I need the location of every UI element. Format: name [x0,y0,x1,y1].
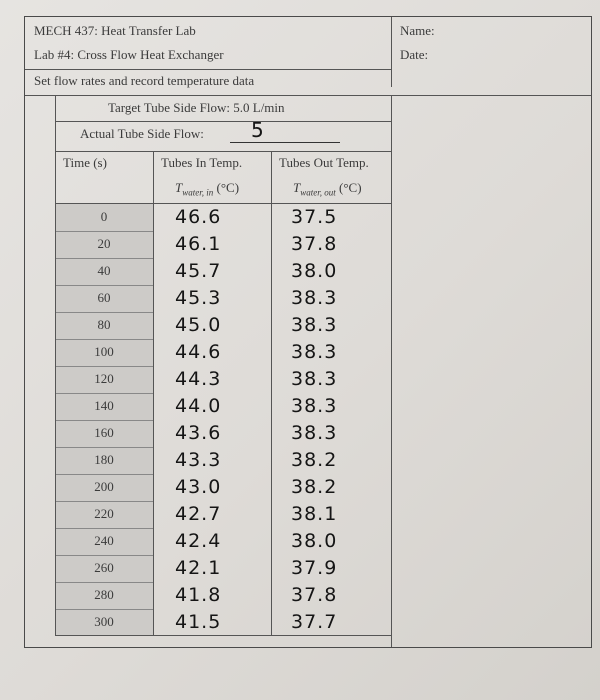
row-rule [56,339,153,340]
tubes-in-temp-cell: 42.1 [175,557,222,579]
target-flow-rule [55,121,391,122]
tin-unit: (°C) [216,180,240,195]
tubes-in-temp-cell: 42.7 [175,503,222,525]
row-rule [56,582,153,583]
tubes-in-temp-cell: 46.6 [175,206,222,228]
row-rule [56,258,153,259]
tubes-in-temp-cell: 44.0 [175,395,222,417]
row-rule [56,312,153,313]
col-symbol-tubes-out [293,180,362,198]
tubes-in-temp-cell: 45.7 [175,260,222,282]
table-bottom-rule [55,635,391,636]
time-cell: 20 [97,236,111,251]
tubes-out-temp-cell: 37.8 [291,233,338,255]
time-cell: 60 [97,290,111,305]
time-cell: 160 [94,425,114,440]
row-rule [56,231,153,232]
course-title: MECH 437: Heat Transfer Lab [34,23,196,38]
tubes-out-temp-cell: 37.8 [291,584,338,606]
right-margin-line [391,95,392,647]
header-divider [391,17,392,87]
tubes-in-temp-cell: 41.5 [175,611,222,633]
tubes-out-temp-cell: 38.0 [291,530,338,552]
time-cell: 260 [94,560,114,575]
tubes-in-temp-cell: 43.3 [175,449,222,471]
actual-flow-label: Actual Tube Side Flow: [80,126,204,141]
time-cell: 140 [94,398,114,413]
tubes-out-temp-cell: 37.9 [291,557,338,579]
tubes-out-temp-cell: 38.3 [291,368,338,390]
tubes-in-temp-cell: 41.8 [175,584,222,606]
row-rule [56,474,153,475]
time-cell: 120 [94,371,114,386]
table-top-rule [55,151,391,152]
tubes-in-temp-cell: 44.3 [175,368,222,390]
time-cell: 40 [97,263,111,278]
tin-symbol: T [175,180,183,195]
time-cell: 100 [94,344,114,359]
tubes-out-temp-cell: 38.2 [291,449,338,471]
tubes-in-temp-cell: 43.0 [175,476,222,498]
name-label: Name: [400,23,435,38]
tubes-in-temp-cell: 46.1 [175,233,222,255]
date-label: Date: [400,47,429,62]
tout-subscript: water, out [300,187,336,198]
tout-unit: (°C) [339,180,362,195]
tubes-in-temp-cell: 42.4 [175,530,222,552]
tubes-out-temp-cell: 37.5 [291,206,338,228]
row-rule [56,555,153,556]
tubes-out-temp-cell: 38.0 [291,260,338,282]
actual-flow-underline [230,142,340,143]
tin-subscript: water, in [182,187,214,198]
time-cell: 280 [94,587,114,602]
tubes-out-temp-cell: 38.1 [291,503,338,525]
time-cell: 80 [97,317,111,332]
time-cell: 200 [94,479,114,494]
row-rule [56,420,153,421]
time-cell: 180 [94,452,114,467]
row-rule [56,528,153,529]
col-header-time: Time (s) [63,155,107,170]
flow-left-line [55,95,56,151]
tubes-out-temp-cell: 38.3 [291,287,338,309]
tubes-out-temp-cell: 38.3 [291,395,338,417]
tubes-out-temp-cell: 38.3 [291,422,338,444]
tubes-out-temp-cell: 37.7 [291,611,338,633]
tubes-in-temp-cell: 45.3 [175,287,222,309]
tubes-out-temp-cell: 38.3 [291,314,338,336]
row-rule [56,393,153,394]
instruction-text: Set flow rates and record temperature data [34,73,255,88]
col-symbol-tubes-in [175,180,239,198]
tubes-in-temp-cell: 43.6 [175,422,222,444]
target-flow-label: Target Tube Side Flow: 5.0 L/min [108,100,285,115]
tout-symbol: T [293,180,301,195]
tubes-in-temp-cell: 44.6 [175,341,222,363]
row-rule [56,447,153,448]
tubes-out-temp-cell: 38.3 [291,341,338,363]
lab-title: Lab #4: Cross Flow Heat Exchanger [34,47,224,62]
row-rule [56,366,153,367]
time-cell: 300 [94,614,114,629]
col-divider-2 [271,151,272,635]
tubes-in-temp-cell: 45.0 [175,314,222,336]
row-rule [56,609,153,610]
tubes-out-temp-cell: 38.2 [291,476,338,498]
col-divider-1 [153,151,154,635]
row-rule [56,501,153,502]
time-cell: 220 [94,506,114,521]
lab-worksheet [24,16,592,648]
instruction-bottom-rule [25,95,591,96]
time-cell: 0 [100,209,108,224]
col-header-tubes-in: Tubes In Temp. [161,155,243,170]
header-bottom-rule [25,69,391,70]
row-rule [56,285,153,286]
col-header-tubes-out: Tubes Out Temp. [279,155,369,170]
actual-flow-value: 5 [251,118,265,142]
time-cell: 240 [94,533,114,548]
